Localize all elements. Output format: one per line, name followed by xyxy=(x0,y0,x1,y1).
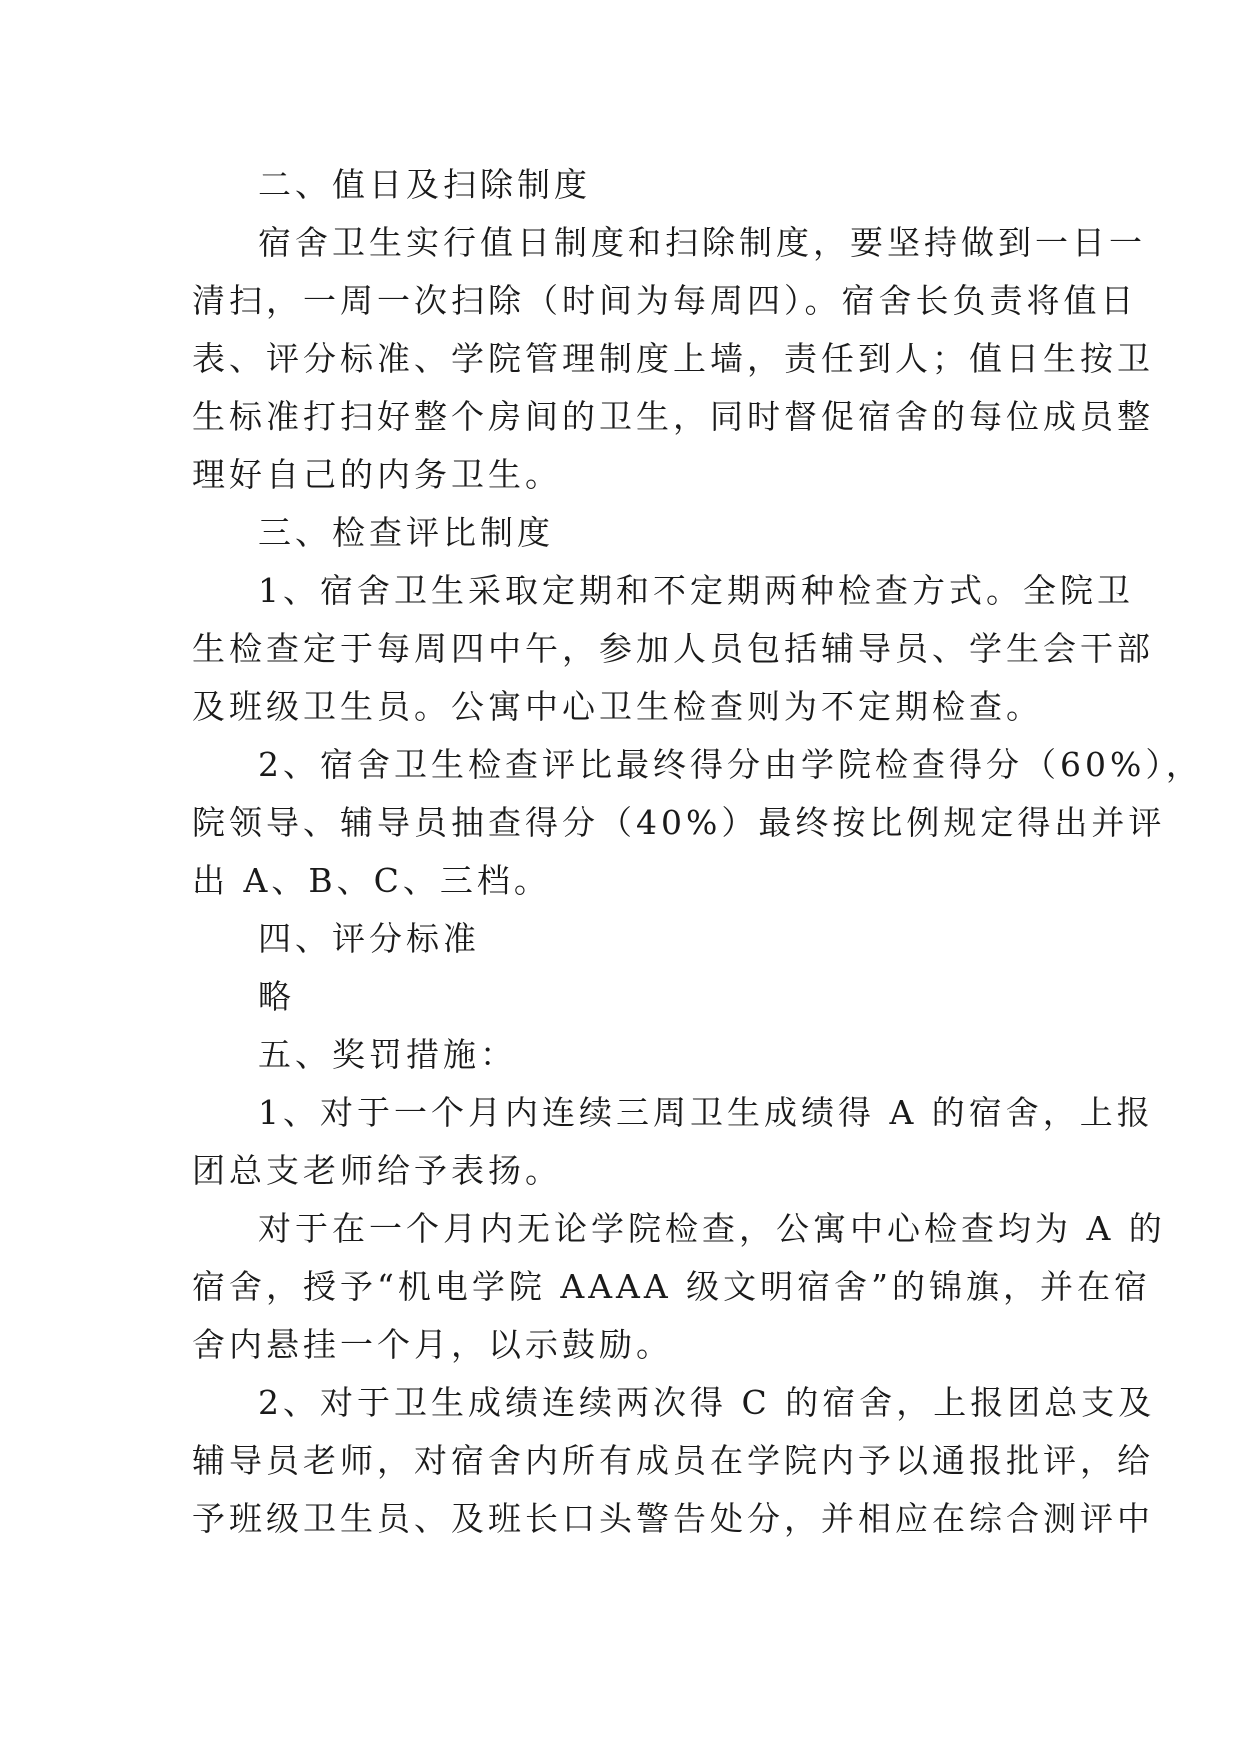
paragraph-line: 团总支老师给予表扬。 xyxy=(192,1151,562,1190)
paragraph-line: 出 A、B、C、三档。 xyxy=(192,861,551,900)
paragraph-line: 舍内悬挂一个月，以示鼓励。 xyxy=(192,1325,673,1364)
section-heading-3: 三、检查评比制度 xyxy=(258,513,554,552)
paragraph-line: 2、宿舍卫生检查评比最终得分由学院检查得分（60%）， xyxy=(258,745,1203,784)
section-heading-2: 二、值日及扫除制度 xyxy=(258,165,591,204)
paragraph-line: 及班级卫生员。公寓中心卫生检查则为不定期检查。 xyxy=(192,687,1043,726)
paragraph-line: 辅导员老师，对宿舍内所有成员在学院内予以通报批评，给 xyxy=(192,1441,1154,1480)
section-heading-4: 四、评分标准 xyxy=(258,919,480,958)
section-heading-5: 五、奖罚措施： xyxy=(258,1035,517,1074)
paragraph-line: 表、评分标准、学院管理制度上墙，责任到人；值日生按卫 xyxy=(192,339,1154,378)
paragraph-line: 1、宿舍卫生采取定期和不定期两种检查方式。全院卫 xyxy=(258,571,1134,610)
paragraph-line: 理好自己的内务卫生。 xyxy=(192,455,562,494)
paragraph-line: 予班级卫生员、及班长口头警告处分，并相应在综合测评中 xyxy=(192,1499,1154,1538)
paragraph-line: 院领导、辅导员抽查得分（40%）最终按比例规定得出并评 xyxy=(192,803,1166,842)
paragraph-line: 生标准打扫好整个房间的卫生，同时督促宿舍的每位成员整 xyxy=(192,397,1154,436)
paragraph-line: 2、对于卫生成绩连续两次得 C 的宿舍，上报团总支及 xyxy=(258,1383,1156,1422)
paragraph-line: 生检查定于每周四中午，参加人员包括辅导员、学生会干部 xyxy=(192,629,1154,668)
paragraph-line: 对于在一个月内无论学院检查，公寓中心检查均为 A 的 xyxy=(258,1209,1166,1248)
paragraph-line: 宿舍，授予“机电学院 AAAA 级文明宿舍”的锦旗，并在宿 xyxy=(192,1267,1152,1306)
paragraph-line: 宿舍卫生实行值日制度和扫除制度，要坚持做到一日一 xyxy=(258,223,1146,262)
paragraph-line: 清扫，一周一次扫除（时间为每周四）。宿舍长负责将值日 xyxy=(192,281,1138,320)
paragraph-line: 1、对于一个月内连续三周卫生成绩得 A 的宿舍，上报 xyxy=(258,1093,1154,1132)
paragraph-line: 略 xyxy=(258,977,295,1016)
